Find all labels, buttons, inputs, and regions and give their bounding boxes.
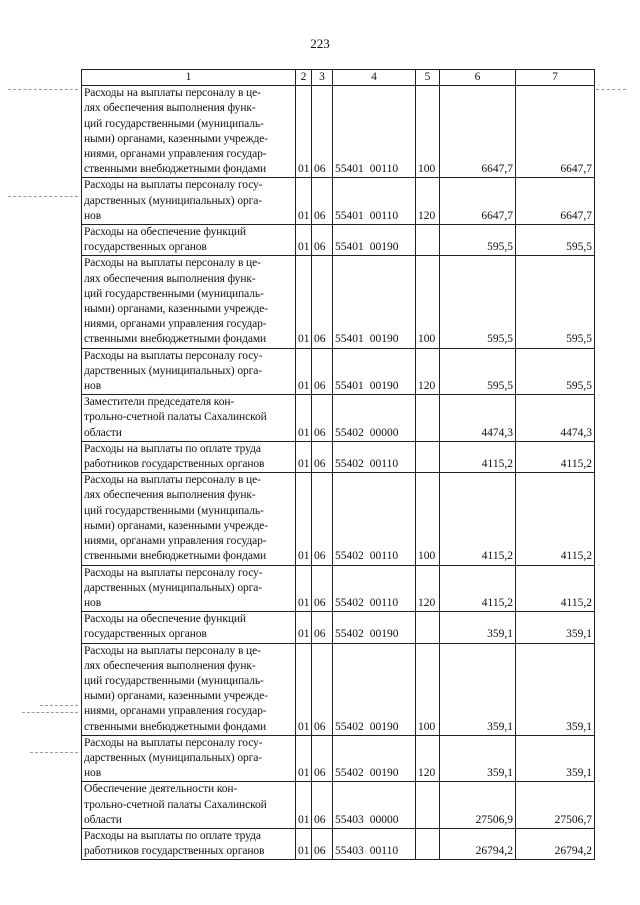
- amount-cell: 595,5: [516, 348, 595, 395]
- section-code-cell: 01: [296, 256, 312, 348]
- direction-code: 00190: [369, 380, 399, 393]
- amount-cell: 6647,7: [516, 178, 595, 225]
- direction-code: 00190: [369, 241, 399, 254]
- subsection-code-cell: 06: [312, 395, 333, 442]
- expense-type-cell: [416, 225, 440, 256]
- column-header: 1: [82, 70, 296, 86]
- expense-name-cell: Расходы на обеспечение функций государственных органов: [82, 612, 296, 643]
- expense-type-cell: [416, 395, 440, 442]
- target-article-cell: [333, 178, 416, 225]
- subsection-code-cell: 06: [312, 473, 333, 565]
- program-code: 55402: [335, 720, 364, 733]
- amount-cell: 359,1: [516, 643, 595, 735]
- table-row: [82, 178, 595, 225]
- direction-code: 00110: [369, 550, 399, 563]
- amount-cell: 595,5: [440, 225, 516, 256]
- expense-type-cell: 120: [416, 565, 440, 612]
- amount-cell: 4115,2: [516, 441, 595, 472]
- expense-name-cell: Расходы на обеспечение функций государственных органов: [82, 225, 296, 256]
- section-code-cell: 01: [296, 473, 312, 565]
- expense-type-cell: 100: [416, 643, 440, 735]
- table-row: [82, 473, 595, 565]
- direction-code: 00190: [369, 767, 399, 780]
- expense-name-cell: Расходы на выплаты персоналу в це- лях обеспечения выполнения функ- ций государственными (муниципаль- ными) органами, казенными учрежде- ниями, органами управления государ- ственными внебюджетными фондами: [82, 473, 296, 565]
- header-row: [82, 70, 595, 86]
- subsection-code-cell: 06: [312, 256, 333, 348]
- expense-type-cell: 120: [416, 348, 440, 395]
- target-article-cell: [333, 348, 416, 395]
- section-code-cell: 01: [296, 565, 312, 612]
- table-row: [82, 348, 595, 395]
- subsection-code-cell: 06: [312, 782, 333, 829]
- direction-code: 00000: [369, 813, 399, 826]
- program-code: 55402: [335, 767, 364, 780]
- program-code: 55403: [335, 845, 364, 858]
- section-code-cell: 01: [296, 735, 312, 782]
- section-code-cell: 01: [296, 643, 312, 735]
- expense-name-cell: Заместители председателя кон- трольно-счетной палаты Сахалинской области: [82, 395, 296, 442]
- program-code: 55402: [335, 596, 364, 609]
- amount-cell: 6647,7: [516, 86, 595, 178]
- expense-name-cell: Расходы на выплаты персоналу в це- лях обеспечения выполнения функ- ций государственными (муниципаль- ными) органами, казенными учрежде- ниями, органами управления государ- ственными внебюджетными фондами: [82, 643, 296, 735]
- table-row: [82, 782, 595, 829]
- table-row: [82, 565, 595, 612]
- table-row: [82, 256, 595, 348]
- section-code-cell: 01: [296, 828, 312, 859]
- subsection-code-cell: 06: [312, 612, 333, 643]
- amount-cell: 4474,3: [440, 395, 516, 442]
- amount-cell: 26794,2: [516, 828, 595, 859]
- expense-type-cell: 120: [416, 178, 440, 225]
- direction-code: 00110: [369, 458, 399, 471]
- subsection-code-cell: 06: [312, 441, 333, 472]
- section-code-cell: 01: [296, 225, 312, 256]
- amount-cell: 27506,9: [440, 782, 516, 829]
- direction-code: 00190: [369, 720, 399, 733]
- scan-mark: [8, 89, 78, 90]
- amount-cell: 6647,7: [440, 178, 516, 225]
- amount-cell: 6647,7: [440, 86, 516, 178]
- expense-type-cell: 100: [416, 86, 440, 178]
- program-code: 55402: [335, 426, 364, 439]
- amount-cell: 359,1: [516, 735, 595, 782]
- program-code: 55403: [335, 813, 364, 826]
- column-header: 6: [440, 70, 516, 86]
- program-code: 55402: [335, 550, 364, 563]
- expense-type-cell: [416, 441, 440, 472]
- direction-code: 00000: [369, 426, 399, 439]
- target-article-cell: [333, 565, 416, 612]
- expense-type-cell: 100: [416, 473, 440, 565]
- program-code: 55401: [335, 209, 364, 222]
- amount-cell: 4115,2: [516, 473, 595, 565]
- target-article-cell: [333, 441, 416, 472]
- subsection-code-cell: 06: [312, 225, 333, 256]
- amount-cell: 4115,2: [440, 441, 516, 472]
- table-row: [82, 395, 595, 442]
- expense-name-cell: Расходы на выплаты персоналу госу- дарственных (муниципальных) орга- нов: [82, 565, 296, 612]
- section-code-cell: 01: [296, 178, 312, 225]
- expense-name-cell: Расходы на выплаты персоналу в це- лях обеспечения выполнения функ- ций государственными (муниципаль- ными) органами, казенными учрежде- ниями, органами управления государ- ственными внебюджетными фондами: [82, 256, 296, 348]
- table-row: [82, 225, 595, 256]
- amount-cell: 359,1: [516, 612, 595, 643]
- column-header: 5: [416, 70, 440, 86]
- expense-type-cell: [416, 782, 440, 829]
- section-code-cell: 01: [296, 612, 312, 643]
- subsection-code-cell: 06: [312, 828, 333, 859]
- direction-code: 00110: [369, 209, 399, 222]
- target-article-cell: [333, 473, 416, 565]
- column-header: 4: [333, 70, 416, 86]
- section-code-cell: 01: [296, 348, 312, 395]
- amount-cell: 4474,3: [516, 395, 595, 442]
- amount-cell: 4115,2: [440, 565, 516, 612]
- program-code: 55401: [335, 241, 364, 254]
- expense-name-cell: Расходы на выплаты персоналу госу- дарственных (муниципальных) орга- нов: [82, 178, 296, 225]
- program-code: 55402: [335, 458, 364, 471]
- expense-type-cell: [416, 828, 440, 859]
- expense-name-cell: Расходы на выплаты по оплате труда работников государственных органов: [82, 828, 296, 859]
- amount-cell: 27506,7: [516, 782, 595, 829]
- amount-cell: 595,5: [516, 225, 595, 256]
- subsection-code-cell: 06: [312, 735, 333, 782]
- expense-name-cell: Расходы на выплаты персоналу в це- лях обеспечения выполнения функ- ций государственными (муниципаль- ными) органами, казенными учрежде- ниями, органами управления государ- ственными внебюджетными фондами: [82, 86, 296, 178]
- column-header: 7: [516, 70, 595, 86]
- section-code-cell: 01: [296, 782, 312, 829]
- direction-code: 00190: [369, 628, 399, 641]
- target-article-cell: [333, 612, 416, 643]
- subsection-code-cell: 06: [312, 565, 333, 612]
- amount-cell: 359,1: [440, 643, 516, 735]
- scan-mark: [596, 89, 626, 90]
- table-row: [82, 612, 595, 643]
- subsection-code-cell: 06: [312, 178, 333, 225]
- expense-name-cell: Расходы на выплаты персоналу госу- дарственных (муниципальных) орга- нов: [82, 735, 296, 782]
- target-article-cell: [333, 828, 416, 859]
- table-row: [82, 643, 595, 735]
- expense-type-cell: [416, 612, 440, 643]
- section-code-cell: 01: [296, 441, 312, 472]
- section-code-cell: 01: [296, 395, 312, 442]
- scan-mark: [8, 196, 78, 197]
- amount-cell: 4115,2: [440, 473, 516, 565]
- target-article-cell: [333, 735, 416, 782]
- direction-code: 00110: [369, 596, 399, 609]
- budget-table: [81, 69, 595, 860]
- target-article-cell: [333, 643, 416, 735]
- expense-type-cell: 100: [416, 256, 440, 348]
- program-code: 55401: [335, 333, 364, 346]
- subsection-code-cell: 06: [312, 643, 333, 735]
- scan-mark: [30, 752, 78, 753]
- target-article-cell: [333, 395, 416, 442]
- program-code: 55401: [335, 163, 364, 176]
- direction-code: 00190: [369, 333, 399, 346]
- program-code: 55401: [335, 380, 364, 393]
- expense-name-cell: Обеспечение деятельности кон- трольно-счетной палаты Сахалинской области: [82, 782, 296, 829]
- amount-cell: 595,5: [440, 256, 516, 348]
- table-row: [82, 735, 595, 782]
- program-code: 55402: [335, 628, 364, 641]
- direction-code: 00110: [369, 845, 399, 858]
- expense-name-cell: Расходы на выплаты персоналу госу- дарственных (муниципальных) орга- нов: [82, 348, 296, 395]
- scan-mark: [22, 712, 78, 713]
- target-article-cell: [333, 256, 416, 348]
- scan-mark: [40, 705, 78, 706]
- column-header: 3: [312, 70, 333, 86]
- target-article-cell: [333, 225, 416, 256]
- amount-cell: 595,5: [516, 256, 595, 348]
- amount-cell: 359,1: [440, 612, 516, 643]
- page-number: 223: [310, 36, 330, 51]
- direction-code: 00110: [369, 163, 399, 176]
- section-code-cell: 01: [296, 86, 312, 178]
- amount-cell: 359,1: [440, 735, 516, 782]
- amount-cell: 595,5: [440, 348, 516, 395]
- table-row: [82, 828, 595, 859]
- expense-type-cell: 120: [416, 735, 440, 782]
- target-article-cell: [333, 782, 416, 829]
- table-row: [82, 441, 595, 472]
- subsection-code-cell: 06: [312, 348, 333, 395]
- column-header: 2: [296, 70, 312, 86]
- subsection-code-cell: 06: [312, 86, 333, 178]
- expense-name-cell: Расходы на выплаты по оплате труда работников государственных органов: [82, 441, 296, 472]
- amount-cell: 4115,2: [516, 565, 595, 612]
- table-row: [82, 86, 595, 178]
- target-article-cell: [333, 86, 416, 178]
- amount-cell: 26794,2: [440, 828, 516, 859]
